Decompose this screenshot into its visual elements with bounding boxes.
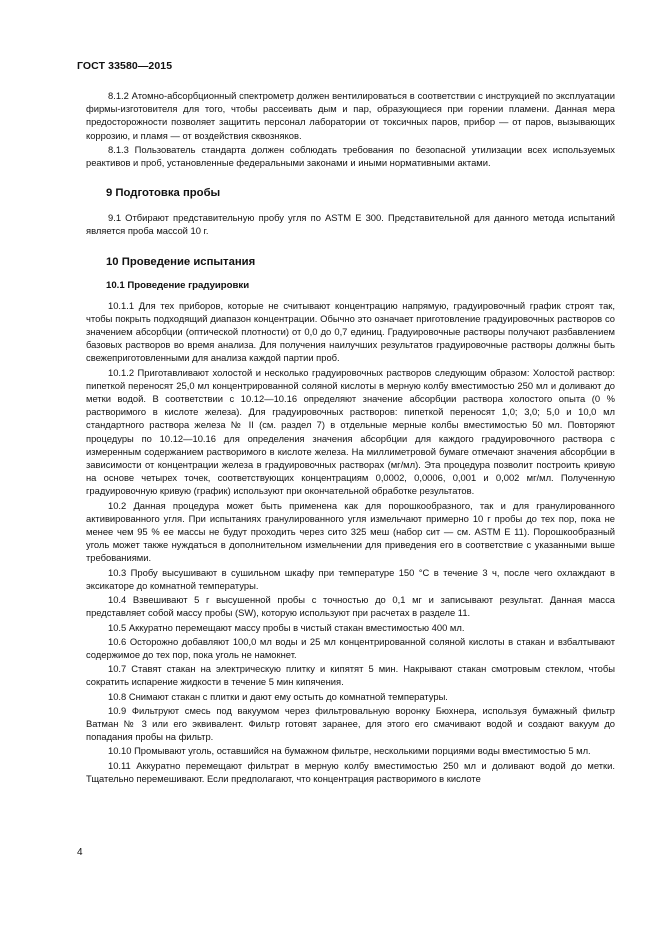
paragraph-10-11: 10.11 Аккуратно перемещают фильтрат в мерную колбу вместимостью 250 мл и доливают водой до метки. Тщательно перемешивают. Если предполагают, что концентрация растворимого в кислоте [86, 759, 615, 784]
paragraph-10-4: 10.4 Взвешивают 5 г высушенной пробы с точностью до 0,1 мг и записывают результат. Данная масса представляет собой массу пробы (SW), которую используют при расчетах в разделе 11. [86, 594, 615, 619]
paragraph-10-1-2: 10.1.2 Приготавливают холостой и несколько градуировочных растворов следующим образом: Холостой раствор: пипеткой переносят 25,0 мл концентрированной соляной кислоты в мерную колбу вместимостью 250 мл и доливают до метки водой. В соответствии с 10.12—10.16 определяют значение абсорбции раствора холостого опыта (0 % растворимого в кислоте железа). Для градуировочных растворов: пипеткой переносят 1,0; 3,0; 5,0 и 10,0 мл стандартного раствора железа № II (см. раздел 7) в отдельные мерные колбы вместимостью 50 мл. Повторяют процедуры по 10.12—10.16 для определения значения абсорбции для каждого градуировочного раствора с измеренным содержанием растворимого в кислоте железа. На миллиметровой бумаге отмечают значения абсорбции в зависимости от концентрации железа в градуировочных растворах (мг/мл). Эта процедура позволит построить кривую на основе четырех точек, соответствующих концентрациям 0,0002, 0,0006, 0,001 и 0,002 мг/мл. Полученную градуировочную кривую (график) используют при окончательной обработке результатов. [86, 366, 615, 497]
paragraph-10-3: 10.3 Пробу высушивают в сушильном шкафу при температуре 150 °С в течение 3 ч, после чего охлаждают в эксикаторе до комнатной температуры. [86, 566, 615, 591]
document-body [86, 89, 615, 786]
paragraph-10-10: 10.10 Промывают уголь, оставшийся на бумажном фильтре, несколькими порциями воды вместимостью 5 мл. [108, 745, 591, 757]
paragraph-10-5: 10.5 Аккуратно перемещают массу пробы в чистый стакан вместимостью 400 мл. [108, 621, 465, 633]
paragraph-10-6: 10.6 Осторожно добавляют 100,0 мл воды и 25 мл концентрированной соляной кислоты в стакан и взбалтывают содержимое до тех пор, пока уголь не намокнет. [86, 635, 615, 660]
paragraph-10-9: 10.9 Фильтруют смесь под вакуумом через фильтровальную воронку Бюхнера, используя бумажный фильтр Ватман № 3 или его эквивалент. Фильтр готовят заранее, для этого его смачивают водой и создают вакуум до попадания пробы на фильтр. [86, 704, 615, 743]
paragraph-8-1-3: 8.1.3 Пользователь стандарта должен соблюдать требования по безопасной утилизации всех используемых реактивов и проб, установленные федеральными законами и иными нормативными актами. [86, 143, 615, 169]
page-number: 4 [77, 847, 83, 858]
paragraph-10-1-1: 10.1.1 Для тех приборов, которые не считывают концентрацию напрямую, градуировочный график строят так, чтобы покрыть подходящий диапазон концентрации. Обычно это означает приготовление градуировочных растворов со значением абсорбции (оптической плотности) от 0,0 до 0,7 единиц. Градуировочные растворы получают разбавлением базовых растворов во время анализа. Для получения наилучших результатов градуировочные растворы должны быть свежеприготовленными для анализа каждой партии проб. [86, 299, 615, 364]
paragraph-10-7: 10.7 Ставят стакан на электрическую плитку и кипятят 5 мин. Накрывают стакан смотровым стеклом, чтобы сократить испарение жидкости в течение 5 мин кипячения. [86, 663, 615, 688]
paragraph-8-1-2: 8.1.2 Атомно-абсорбционный спектрометр должен вентилироваться в соответствии с инструкцией по эксплуатации фирмы-изготовителя для того, чтобы рассеивать дым и пар, образующиеся при горении пламени. Данная мера предосторожности позволяет защитить персонал лаборатории от токсичных паров, прибор — от паров, вызывающих коррозию, и пламя — от воздействия сквозняков. [86, 90, 615, 141]
subsection-10-1-title: 10.1 Проведение градуировки [106, 279, 250, 291]
section-10-title: 10 Проведение испытания [106, 255, 256, 268]
paragraph-10-2: 10.2 Данная процедура может быть применена как для порошкообразного, так и для гранулированного активированного угля. При испытаниях гранулированного угля измельчают примерно 10 г пробы до тех пор, пока не менее чем 95 % ее массы не будут проходить через сито 325 меш (набор сит — см. ASTM E 11). Порошкообразный уголь может также нуждаться в дополнительном измельчении для приведения его в соответствие с указанными выше требованиями. [86, 499, 615, 564]
document-header: ГОСТ 33580—2015 [77, 60, 173, 72]
paragraph-9-1: 9.1 Отбирают представительную пробу угля по ASTM E 300. Представительной для данного метода испытаний является проба массой 10 г. [86, 212, 615, 237]
paragraph-10-8: 10.8 Снимают стакан с плитки и дают ему остыть до комнатной температуры. [108, 690, 448, 702]
section-9-title: 9 Подготовка пробы [106, 187, 221, 200]
